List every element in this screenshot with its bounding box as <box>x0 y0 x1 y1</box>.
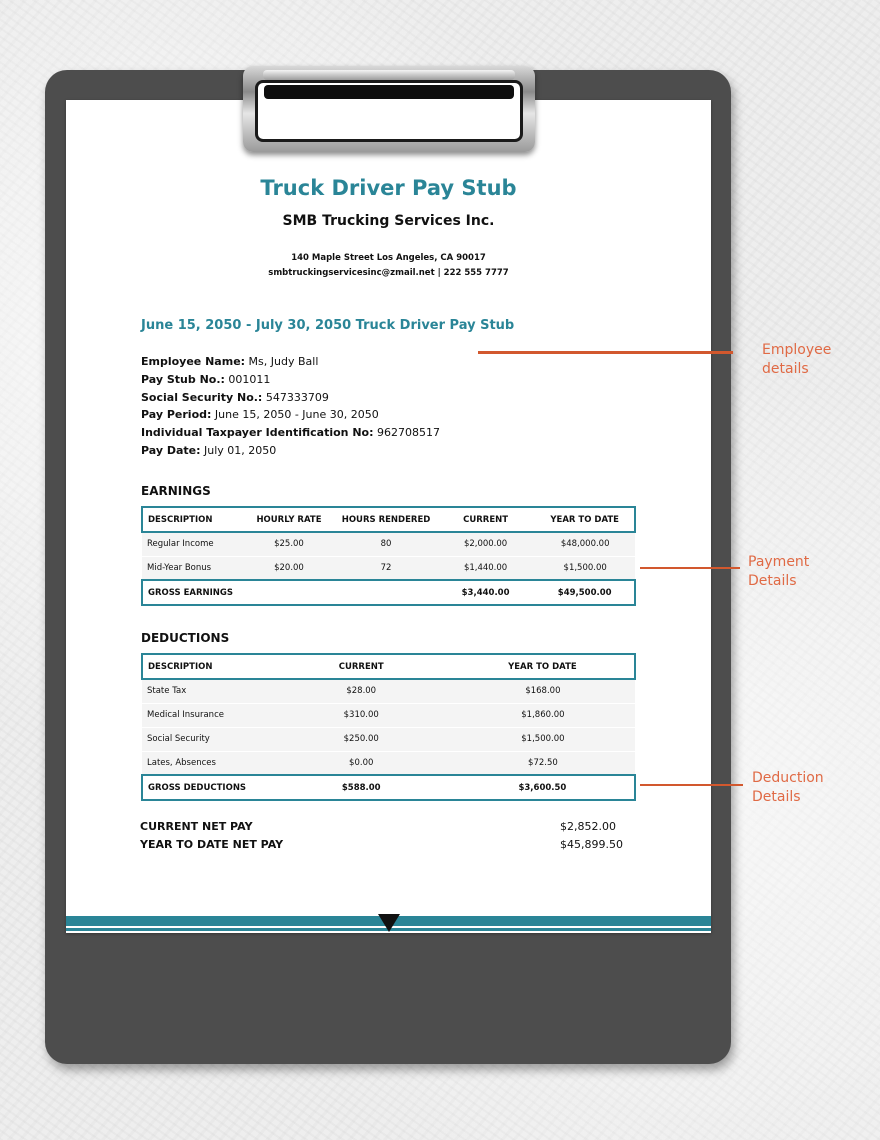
table-cell: Regular Income <box>142 532 242 556</box>
table-cell: 80 <box>336 532 436 556</box>
column-header: CURRENT <box>272 654 451 679</box>
table-cell: GROSS DEDUCTIONS <box>142 775 272 800</box>
current-net-pay-label: CURRENT NET PAY <box>140 820 253 833</box>
clip-bar <box>264 85 514 99</box>
table-cell: $28.00 <box>272 679 451 703</box>
column-header: YEAR TO DATE <box>535 507 635 532</box>
ytd-net-pay-label: YEAR TO DATE NET PAY <box>140 838 284 851</box>
table-row <box>142 703 635 727</box>
table-header-row <box>142 507 635 532</box>
table-cell: Social Security <box>142 727 272 751</box>
pay-period-row: Pay Period: June 15, 2050 - June 30, 2050 <box>141 408 379 422</box>
pay-date-row: Pay Date: July 01, 2050 <box>141 443 277 457</box>
table-cell: $72.50 <box>451 751 635 775</box>
pay-stub-number-row: Pay Stub No.: 001011 <box>141 372 271 386</box>
pay-stub-page <box>66 100 711 933</box>
deduction-callout-line <box>640 784 743 786</box>
employee-details-callout: Employee details <box>762 342 832 377</box>
earnings-table <box>141 506 636 606</box>
document-title: Truck Driver Pay Stub <box>260 176 517 200</box>
deductions-heading: DEDUCTIONS <box>141 631 230 645</box>
ytd-net-pay-value: $45,899.50 <box>560 838 623 851</box>
pay-period-title: June 15, 2050 - July 30, 2050 Truck Driver Pay Stub <box>141 318 515 333</box>
company-contact: smbtruckingservicesinc@zmail.net | 222 555 7777 <box>268 268 509 278</box>
table-row <box>142 727 635 751</box>
column-header: HOURLY RATE <box>242 507 336 532</box>
table-cell: $25.00 <box>242 532 336 556</box>
table-cell: $2,000.00 <box>436 532 536 556</box>
taxpayer-id-row: Individual Taxpayer Identification No: 962708517 <box>141 426 440 440</box>
table-header-row <box>142 654 635 679</box>
table-cell <box>336 580 436 605</box>
current-net-pay-value: $2,852.00 <box>560 820 616 833</box>
table-cell: $250.00 <box>272 727 451 751</box>
table-cell: 72 <box>336 556 436 580</box>
clipboard-clip <box>243 66 535 152</box>
table-cell: $588.00 <box>272 775 451 800</box>
table-cell: $20.00 <box>242 556 336 580</box>
table-cell: $310.00 <box>272 703 451 727</box>
column-header: DESCRIPTION <box>142 507 242 532</box>
table-cell: $1,500.00 <box>451 727 635 751</box>
earnings-heading: EARNINGS <box>141 484 211 498</box>
column-header: HOURS RENDERED <box>336 507 436 532</box>
table-cell: Medical Insurance <box>142 703 272 727</box>
down-arrow-icon <box>378 914 400 932</box>
table-cell: GROSS EARNINGS <box>142 580 242 605</box>
table-cell: Mid-Year Bonus <box>142 556 242 580</box>
payment-callout-line <box>640 567 740 569</box>
table-row <box>142 556 635 580</box>
table-row <box>142 532 635 556</box>
clip-window <box>255 80 523 142</box>
company-address: 140 Maple Street Los Angeles, CA 90017 <box>291 253 486 263</box>
table-cell: $1,500.00 <box>535 556 635 580</box>
table-cell: State Tax <box>142 679 272 703</box>
gross-earnings-row <box>142 580 635 605</box>
column-header: CURRENT <box>436 507 536 532</box>
payment-details-callout: Payment Details <box>748 554 810 589</box>
gross-deductions-row <box>142 775 635 800</box>
table-row <box>142 751 635 775</box>
employee-name-row: Employee Name: Ms, Judy Ball <box>141 355 319 368</box>
table-cell: $0.00 <box>272 751 451 775</box>
table-row <box>142 679 635 703</box>
social-security-row: Social Security No.: 547333709 <box>141 390 329 404</box>
employee-callout-line <box>478 351 733 354</box>
table-cell: $168.00 <box>451 679 635 703</box>
company-name: SMB Trucking Services Inc. <box>282 213 495 229</box>
table-cell: $3,440.00 <box>436 580 536 605</box>
deductions-table <box>141 653 636 801</box>
deduction-details-callout: Deduction Details <box>752 770 824 805</box>
employee-details <box>141 353 440 460</box>
column-header: DESCRIPTION <box>142 654 272 679</box>
clip-hinge <box>263 70 515 80</box>
table-cell: Lates, Absences <box>142 751 272 775</box>
column-header: YEAR TO DATE <box>451 654 635 679</box>
table-cell: $3,600.50 <box>451 775 635 800</box>
table-cell: $1,440.00 <box>436 556 536 580</box>
table-cell: $49,500.00 <box>535 580 635 605</box>
table-cell <box>242 580 336 605</box>
table-cell: $48,000.00 <box>535 532 635 556</box>
table-cell: $1,860.00 <box>451 703 635 727</box>
